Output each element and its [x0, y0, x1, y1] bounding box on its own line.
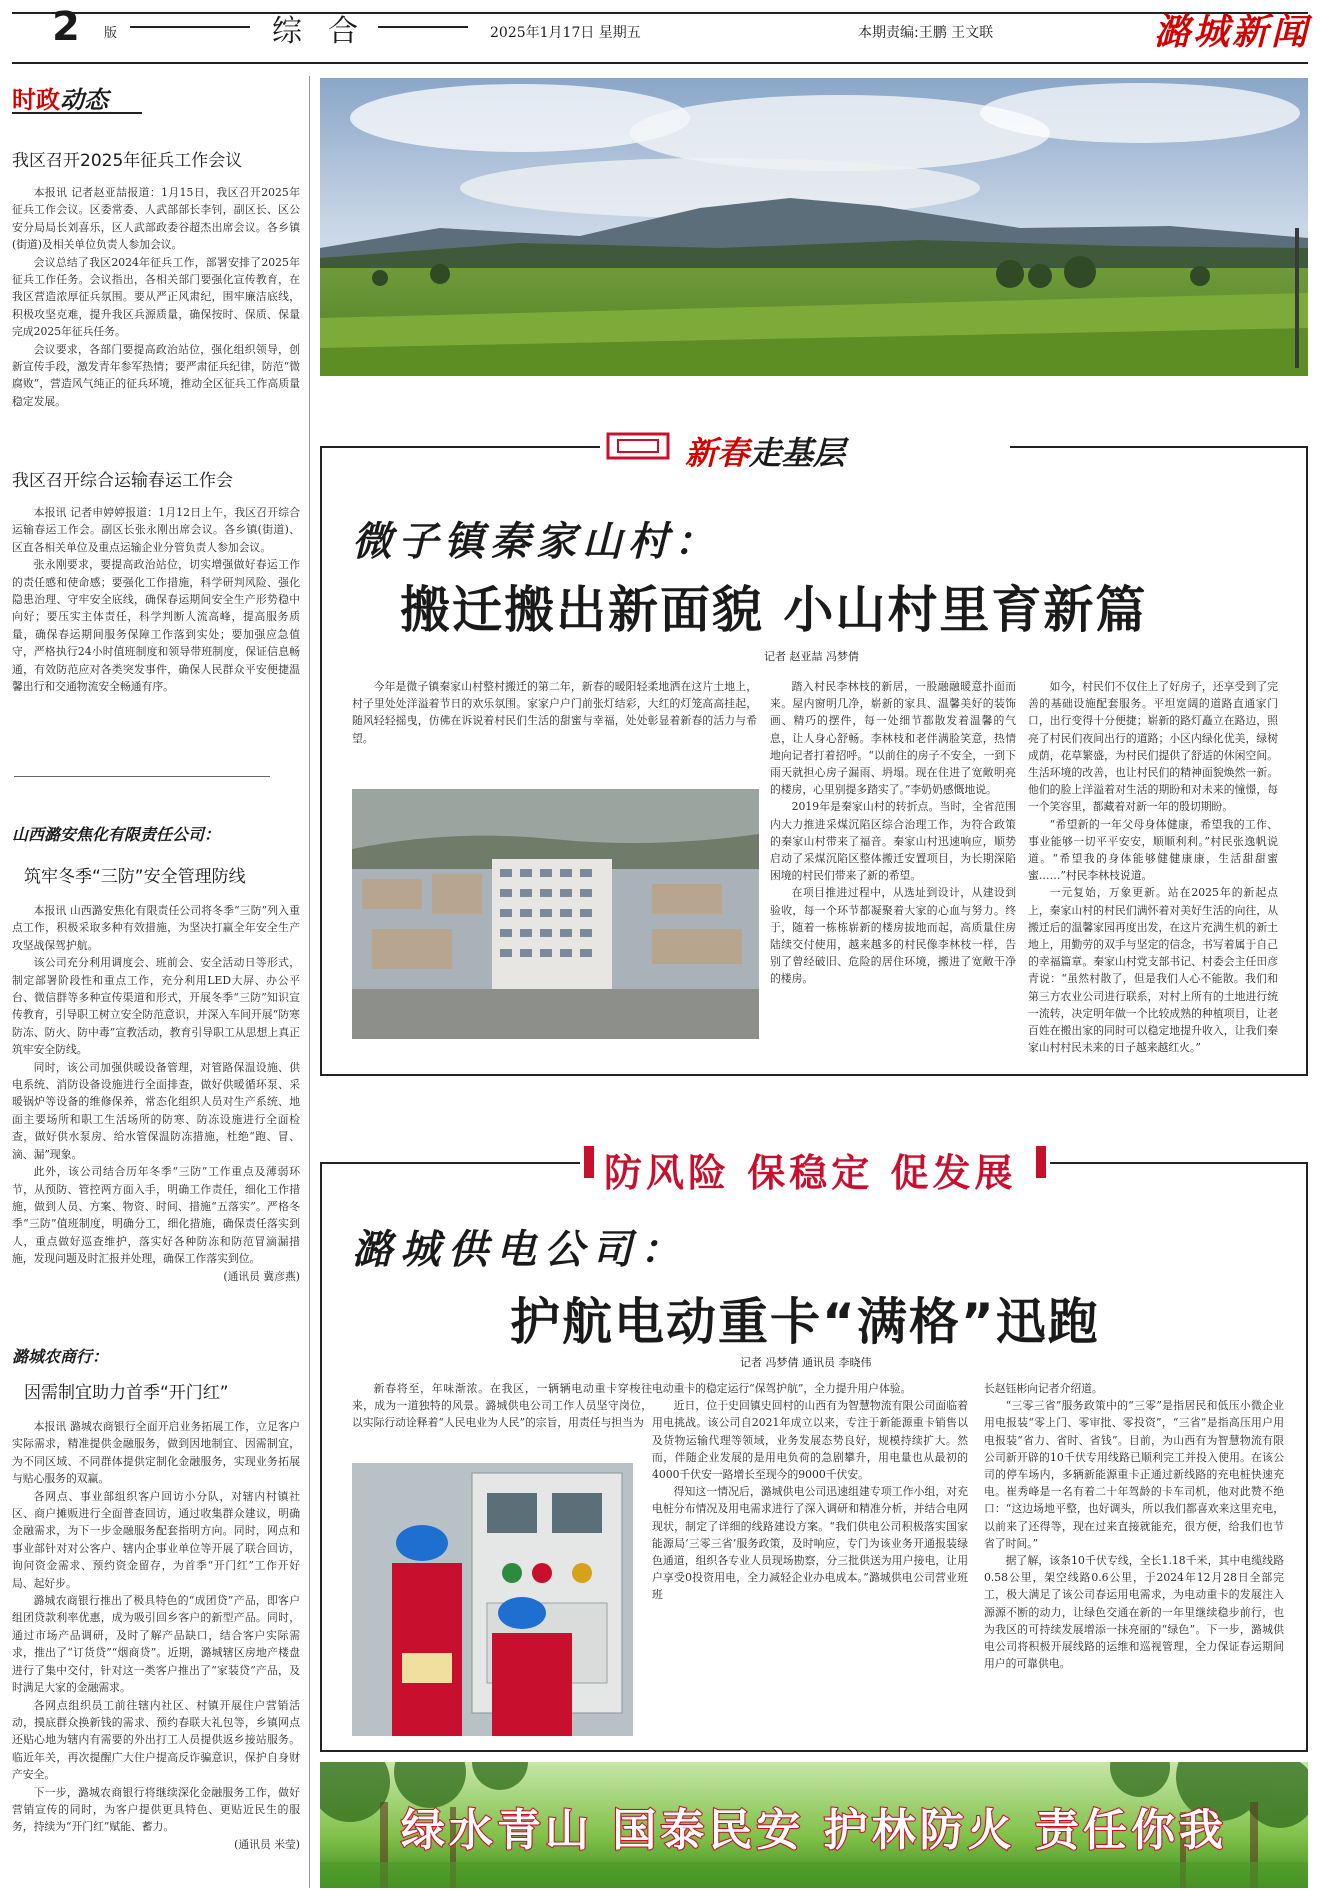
paragraph: 新春将至，年味渐浓。在我区，一辆辆电动重卡穿梭往来，成为一道独特的风景。潞城供电公司工作人员坚守岗位，以实际行动诠释着“人民电业为人民”的宗旨，用责任与担当为 — [352, 1382, 652, 1430]
paper-name-logo: 潞城新闻 — [1154, 11, 1311, 53]
section-underline — [12, 112, 142, 114]
banner-red: 新春 — [685, 434, 750, 472]
section-name: 综合 — [272, 14, 384, 49]
paragraph: “三零三省”服务政策中的“三零”是指居民和低压小微企业用电报装“零上门、零审批、零投资”，“三省”是指高压用户用电报装“省力、省时、省钱”。目前，为山西有为智慧物流有限公司新开辟的10千伏专用线路已顺利完工并投入使用。在该公司的停车场内，多辆新能源重卡正通过新线路的充电桩快速充电。崔秀峰是一名有着二十年驾龄的卡车司机，他对此赞不绝口：“这边场地平整，也好调头，所以我们都喜欢来这里充电，以前来了还得等，现在过来直接就能充，很方便，给我们也节省了时间。” — [984, 1399, 1284, 1550]
paragraph: 该公司充分利用调度会、班前会、安全活动日等形式，制定部署阶段性和重点工作，充分利用LED大屏、办公平台、微信群等多种宣传渠道和形式，开展冬季“三防”知识宣传教育，引导职工树立安全防范意识，并深入车间开展“防寒防冻、防火、防中毒”宣教活动，教育引导职工从思想上真正筑牢安全防线。 — [12, 956, 300, 1057]
paragraph: 电动重卡的稳定运行“保驾护航”，全力提升用户体验。 — [652, 1382, 912, 1395]
paragraph: 此外，该公司结合历年冬季“三防”工作重点及薄弱环节，从预防、管控两方面入手，明确工作责任，细化工作措施，做到人员、方案、物资、时间、措施“五落实”。严格冬季“三防”值班制度，明确分工，细化措施，确保责任落实到人，重点做好巡查维护，落实好各种防冻和防范冒滴漏措施，发现问题及时汇报并处理，确保工作落实到位。 — [12, 1165, 300, 1266]
paragraph: 本报讯 潞城农商银行全面开启业务拓展工作，立足客户实际需求，精准提供金融服务，做到因地制宜、因需制宜，为不同区域、不同群体提供定制化金融服务，实现业务拓展与贴心服务的双赢。 — [12, 1420, 300, 1486]
article-title-bank[interactable]: 因需制宜助力首季“开门红” — [24, 1383, 229, 1403]
footer-slogan: 绿水青山 国泰民安 护林防火 责任你我 — [401, 1805, 1227, 1856]
masthead — [12, 12, 1308, 64]
divider — [14, 776, 270, 777]
paragraph: 近日，位于史回镇史回村的山西有为智慧物流有限公司面临着用电挑战。该公司自2021年成立以来，专注于新能源重卡销售以及货物运输代理等领域，业务发展态势良好，规模持续扩大。然而，伴随企业发展的是用电负荷的急剧攀升，用电量也从最初的4000千伏安一路增长至现今的9000千伏安。 — [652, 1399, 968, 1482]
article-kicker-coking: 山西潞安焦化有限责任公司： — [12, 825, 221, 844]
paragraph: 下一步，潞城农商银行将继续深化金融服务工作，做好营销宣传的同时，为客户提供更具特色、更贴近民生的服务，持续为“开门红”赋能、蓄力。 — [12, 1785, 300, 1834]
editors: 本期责编:王鹏 王文联 — [858, 25, 994, 41]
paragraph: 本报讯 记者赵亚喆报道：1月15日，我区召开2025年征兵工作会议。区委常委、人武部部长李钊，副区长、区公安分局局长刘喜乐，区人武部政委谷超杰出席会议。各乡镇(街道)及相关单位负责人参加会议。 — [12, 186, 300, 252]
paragraph: 得知这一情况后，潞城供电公司迅速组建专项工作小组，对充电桩分布情况及用电需求进行了深入调研和精准分析，并结合电网现状，制定了详细的线路建设方案。“我们供电公司积极落实国家能源局‘三零三省’服务政策，及时响应，专门为该业务开通报装绿色通道，组织各专业人员现场勘察，分三批供送为用户接电，让用户享受0投资用电，全力减轻企业办电成本。”潞城供电公司营业班班 — [652, 1485, 968, 1602]
paragraph: 张永刚要求，要提高政治站位，切实增强做好春运工作的责任感和使命感；要强化工作措施，科学研判风险、强化隐患治理、守牢安全底线，确保春运期间安全生产形势稳中向好；要压实主体责任，科学判断人流高峰，提高服务质量，确保春运期间服务保障工作落到实处；要加强应急值守，严格执行24小时值班制度和领导带班制度，保证信息畅通，有效防范应对各类突发事件，确保人民群众平安便捷温馨出行和交通物流安全畅通有序。 — [12, 558, 300, 694]
feature2-column-1 — [352, 1380, 652, 1432]
column-rule — [309, 76, 310, 1888]
feature1-column-2 — [770, 678, 1016, 988]
section-label — [12, 80, 108, 115]
feature-headline[interactable]: 搬迁搬出新面貌 小山村里育新篇 — [400, 581, 1148, 639]
byline: (通讯员 冀彦燕) — [223, 1269, 300, 1283]
section-label-black: 动态 — [60, 85, 108, 114]
feature-byline: 记者 冯梦倩 通讯员 李晓伟 — [740, 1356, 872, 1369]
article-title-coking[interactable]: 筑牢冬季“三防”安全管理防线 — [24, 867, 246, 887]
banner-bar-left — [584, 1146, 594, 1178]
paragraph: “希望新的一年父母身体健康，希望我的工作、事业能够一切平平安安，顺顺利利。”村民张逸帆说道。“希望我的身体能够健健康康，生活甜甜蜜蜜……”村民李林枝说道。 — [1028, 817, 1278, 883]
banner-slogan: 防风险 保稳定 促发展 — [604, 1150, 1017, 1195]
banner-black: 走基层 — [749, 434, 846, 472]
feature2-column-2 — [652, 1380, 968, 1604]
section-label-red: 时政 — [12, 86, 60, 114]
paragraph: 会议总结了我区2024年征兵工作，部署安排了2025年征兵工作任务。会议指出，各相关部门要强化宣传教育，在我区营造浓厚征兵氛围。要从严正风肃纪，围牢廉洁底线，积极攻坚克难，提升我区兵源质量，确保按时、保质、保量完成2025年征兵任务。 — [12, 255, 300, 339]
forest-fire-prevention-banner — [320, 1762, 1308, 1888]
paragraph: 2019年是秦家山村的转折点。当时，全省范围内大力推进采煤沉陷区综合治理工作，为符合政策的秦家山村带来了福音。秦家山村迅速响应，顺势启动了采煤沉陷区整体搬迁安置项目，为长期深陷困境的村民们带来了新的希望。 — [770, 800, 1016, 883]
paragraph: 潞城农商银行推出了极具特色的“成团贷”产品，即客户组团贷款利率优惠，成为吸引回乡客户的新型产品。同时，通过市场产品调研，及时了解产品缺口，结合客户实际需求，推出了“订货贷”“烟商贷”。近期，潞城辖区房地产楼盘进行了集中交付，针对这一类客户推出了“家装贷”产品，及时满足大家的金融需求。 — [12, 1594, 300, 1695]
paragraph: 本报讯 山西潞安焦化有限责任公司将冬季“三防”列入重点工作，积极采取多种有效措施，为坚决打赢全年安全生产攻坚战保驾护航。 — [12, 904, 300, 952]
paragraph: 今年是微子镇秦家山村整村搬迁的第二年，新春的暖阳轻柔地洒在这片土地上，村子里处处洋溢着节日的欢乐氛围。家家户户门前张灯结彩，大红的灯笼高高挂起，随风轻轻摇曳，仿佛在诉说着村民们生活的甜蜜与幸福，处处彰显着新春的活力与希望。 — [352, 680, 757, 745]
article-body-spring-transport — [12, 504, 300, 695]
article-title-spring-transport[interactable]: 我区召开综合运输春运工作会 — [12, 471, 233, 491]
issue-date: 2025年1月17日 星期五 — [490, 25, 641, 41]
feature1-column-3 — [1028, 678, 1278, 1056]
feature2-column-3 — [984, 1380, 1284, 1672]
feature-subtitle: 微子镇秦家山村： — [352, 518, 720, 565]
article-body-coking — [12, 902, 300, 1285]
feature-headline[interactable]: 护航电动重卡“满格”迅跑 — [510, 1293, 1100, 1351]
paragraph: 本报讯 记者申婷婷报道：1月12日上午，我区召开综合运输春运工作会。副区长张永刚出席会议。各乡镇(街道)、区直各相关单位及重点运输企业分管负责人参加会议。 — [12, 506, 300, 554]
header-rule-left — [130, 26, 250, 28]
page-suffix: 版 — [104, 26, 118, 41]
paragraph: 长赵钰彬向记者介绍道。 — [984, 1382, 1103, 1395]
paragraph: 据了解，该条10千伏专线，全长1.18千米，其中电缆线路0.58公里，架空线路0.6公里，于2024年12月28日全部完工，极大满足了该公司春运用电需求，为电动重卡的发展注入源源不断的动力，让绿色交通在新的一年里继续稳步前行，也为我区的可持续发展增添一抹亮丽的“绿色”。下一步，潞城供电公司将积极开展线路的运维和巡视管理，全力保证春运期间用户的可靠供电。 — [984, 1554, 1284, 1671]
feature1-column-1 — [352, 678, 757, 747]
power-workers-photo — [352, 1463, 633, 1736]
paragraph: 一元复始，万象更新。站在2025年的新起点上，秦家山村的村民们满怀着对美好生活的向往，从搬迁后的温馨家园再度出发，在这片充满生机的新土地上，用勤劳的双手与坚定的信念，书写着属于自己的幸福篇章。秦家山村党支部书记、村委会主任田彦青说：“虽然村散了，但是我们人心不能散。我们和第三方农业公司进行联系，对村上所有的土地进行统一流转，决定明年做一个比较成熟的种植项目，让老百姓在搬出家的同时可以稳定地提升收入，让我们秦家山村村民未来的日子越来越红火。” — [1028, 886, 1278, 1055]
paragraph: 各网点、事业部组织客户回访小分队，对辖内村镇社区、商户摊贩进行全面普查回访，通过收集群众建议，明确金融需求，为下一步金融服务配套指明方向。同时，网点和事业部针对对公客户、辖内企事业单位等开展了联合回访，询问资金需求、预约资金留存，为首季“开门红”工作开好局、起好步。 — [12, 1489, 300, 1590]
article-kicker-bank: 潞城农商行： — [12, 1347, 109, 1366]
paragraph: 在项目推进过程中，从选址到设计，从建设到验收，每一个环节都凝聚着大家的心血与努力。终于，随着一栋栋崭新的楼房拔地而起，高质量住房陆续交付使用，越来越多的村民像李林枝一样，告别了曾经破旧、危险的居住环境，搬进了宽敞干净的楼房。 — [770, 886, 1016, 986]
feature-byline: 记者 赵亚喆 冯梦倩 — [764, 650, 859, 663]
paragraph: 踏入村民李林枝的新居，一股融融暖意扑面而来。屋内窗明几净，崭新的家具、温馨美好的装饰画、精巧的摆件，每一处细节都散发着温馨的气息，让人身心舒畅。李林枝和老伴满脸笑意，热情地向记者打着招呼。“以前住的房子不安全，一到下雨天就担心房子漏雨、坍塌。现在住进了宽敞明亮的楼房，心里别提多踏实了。”李奶奶感慨地说。 — [770, 680, 1016, 797]
relocation-housing-photo — [352, 789, 759, 1039]
article-title-conscription[interactable]: 我区召开2025年征兵工作会议 — [12, 151, 243, 171]
banner-title — [685, 428, 845, 474]
paragraph: 如今，村民们不仅住上了好房子，还享受到了完善的基础设施配套服务。平坦宽阔的道路直通家门口，出行变得十分便捷；崭新的路灯矗立在路边，照亮了村民们夜间出行的道路；小区内绿化优美，绿树成荫，花草繁盛，为村民们提供了舒适的休闲空间。生活环境的改善，也让村民们的精神面貌焕然一新。他们的脸上洋溢着对生活的期盼和对未来的憧憬，每一个笑容里，都藏着对新一年的殷切期盼。 — [1028, 680, 1278, 814]
page-number: 2 — [52, 4, 80, 50]
byline: (通讯员 米莹) — [234, 1837, 300, 1851]
article-body-bank — [12, 1418, 300, 1853]
paragraph: 各网点组织员工前往辖内社区、村镇开展住户营销活动，摸底群众换新钱的需求、预约春联大礼包等，乡镇网点还贴心地为辖内有需要的外出打工人员提供返乡接站服务。临近年关，再次提醒广大住户提高反诈骗意识，保护自身财产安全。 — [12, 1698, 300, 1782]
feature-subtitle: 潞城供电公司： — [352, 1226, 688, 1273]
paragraph: 同时，该公司加强供暖设备管理，对管路保温设施、供电系统、消防设备设施进行全面排查，做好供暖循环泵、采暖锅炉等设备的维修保养，常态化组织人员对生产系统、地面主要场所和职工生活场所的防寒、防冻设施进行全面检查，做好供水泵房、给水管保温防冻措施，杜绝“跑、冒、滴、漏”现象。 — [12, 1060, 300, 1161]
paragraph: 会议要求，各部门要提高政治站位，强化组织领导，创新宣传手段，激发青年参军热情；要严肃征兵纪律，防范“微腐败”，营造风气纯正的征兵环境，推动全区征兵工作高质量稳定发展。 — [12, 342, 300, 408]
article-body-conscription — [12, 184, 300, 410]
header-rule-right — [378, 26, 468, 28]
landscape-photo — [320, 78, 1308, 376]
banner-bar-right — [1036, 1146, 1046, 1178]
